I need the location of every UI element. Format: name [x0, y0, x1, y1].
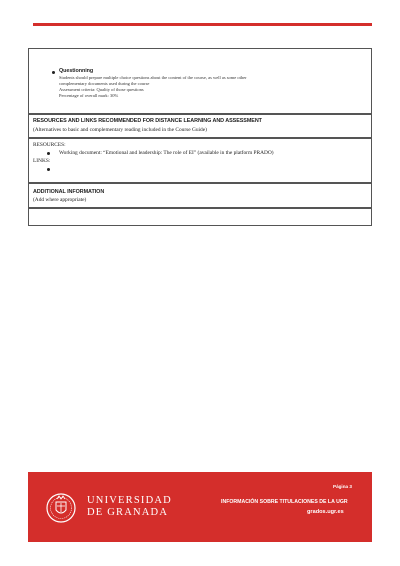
bullet-icon — [47, 168, 50, 171]
additional-info-box — [28, 183, 372, 208]
bullet-icon — [52, 71, 55, 74]
assessment-line: Assessment criteria: Quality of those questions — [59, 87, 144, 92]
resources-content-box — [28, 138, 372, 183]
resources-heading: RESOURCES AND LINKS RECOMMENDED FOR DISTANCE LEARNING AND ASSESSMENT — [33, 118, 262, 124]
page-number: Página 3 — [333, 484, 352, 489]
assessment-line: Students should prepare multiple choice questions about the content of the course, as well as some other — [59, 75, 247, 80]
bullet-icon — [47, 152, 50, 155]
resources-heading-box — [28, 114, 372, 138]
footer-banner — [28, 472, 372, 542]
assessment-line: Percentage of overall mark: 30% — [59, 93, 119, 98]
info-title: INFORMACIÓN SOBRE TITULACIONES DE LA UGR — [221, 499, 348, 505]
assessment-box — [28, 48, 372, 114]
additional-subtitle: (Add where appropriate) — [33, 197, 87, 203]
top-rule — [33, 23, 372, 26]
links-label: LINKS: — [33, 158, 51, 164]
empty-row-box — [28, 208, 372, 226]
university-name-line2: DE GRANADA — [87, 507, 169, 518]
resources-item: Working document: “Emotional and leadership: The role of EI” (available in the platform PRADO) — [59, 150, 274, 156]
university-seal-icon — [45, 490, 77, 526]
assessment-line: complementary documents used during the course — [59, 81, 150, 86]
resources-subtitle: (Alternatives to basic and complementary reading included in the Course Guide) — [33, 127, 207, 133]
website-link[interactable]: grados.ugr.es — [307, 509, 344, 515]
additional-heading: ADDITIONAL INFORMATION — [33, 189, 105, 195]
resources-label: RESOURCES: — [33, 142, 66, 148]
assessment-item-title: Questionning — [59, 68, 94, 74]
university-name-line1: UNIVERSIDAD — [87, 495, 172, 506]
